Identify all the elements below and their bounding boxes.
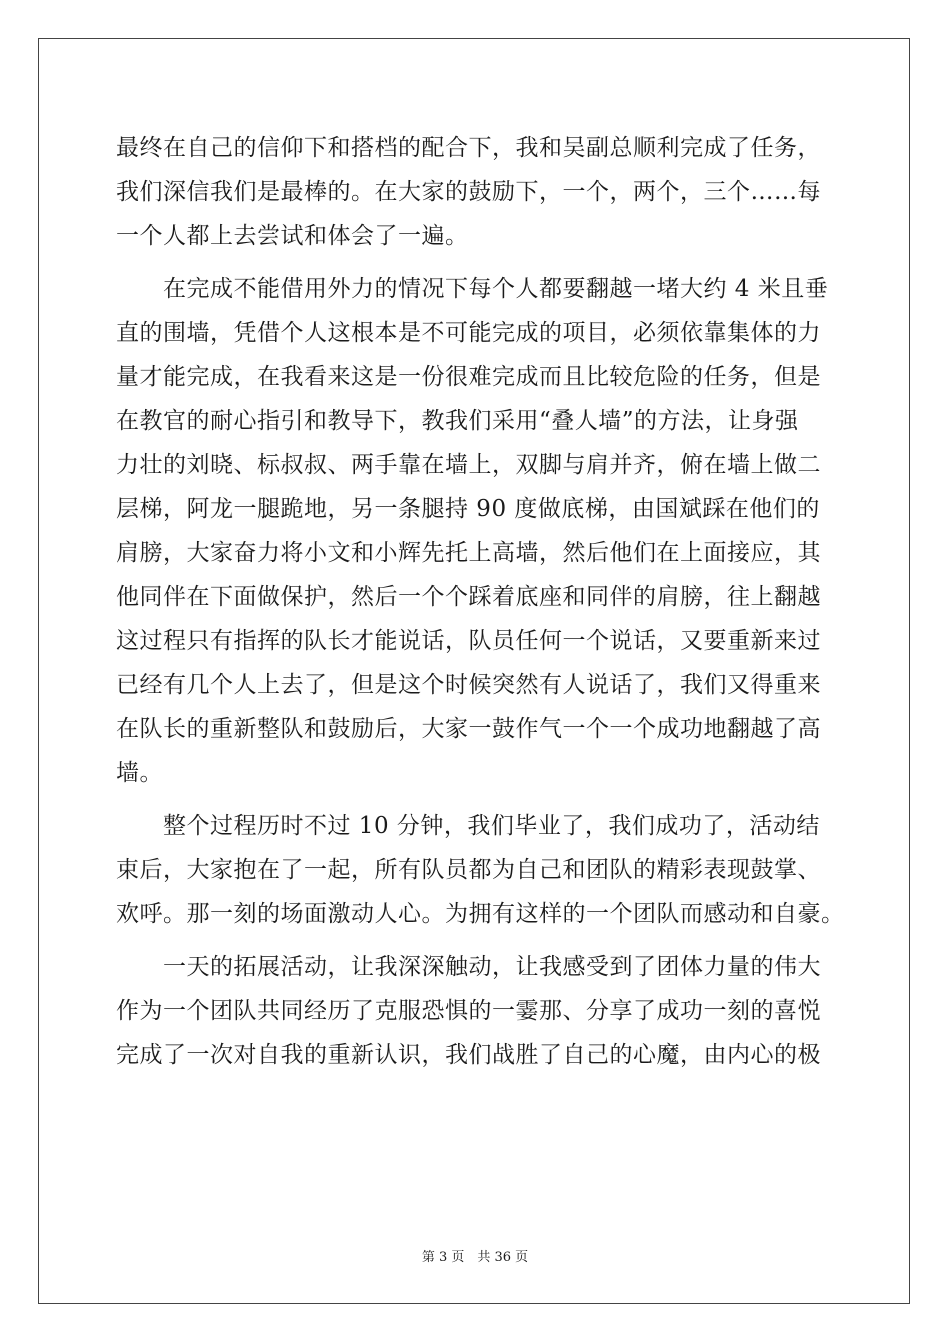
text-line: 在教官的耐心指引和教导下，教我们采用“叠人墙”的方法，让身强	[116, 408, 799, 434]
text-line: 在队长的重新整队和鼓励后，大家一鼓作气一个一个成功地翻越了高	[116, 716, 821, 742]
text-line: 墙。	[116, 760, 163, 786]
paragraph-start-line: 整个过程历时不过 10 分钟，我们毕业了，我们成功了，活动结	[116, 813, 820, 839]
text-line: 肩膀，大家奋力将小文和小辉先托上高墙，然后他们在上面接应，其	[116, 540, 821, 566]
text-line: 我们深信我们是最棒的。在大家的鼓励下，一个，两个，三个……每	[116, 179, 821, 205]
paragraph-start-line: 一天的拓展活动，让我深深触动，让我感受到了团体力量的伟大	[116, 954, 821, 980]
text-line: 作为一个团队共同经历了克服恐惧的一霎那、分享了成功一刻的喜悦	[116, 998, 821, 1024]
text-line: 一个人都上去尝试和体会了一遍。	[116, 223, 469, 249]
page-number-footer: 第 3 页 共 36 页	[421, 1250, 529, 1265]
document-body	[116, 126, 845, 1077]
text-line: 这过程只有指挥的队长才能说话，队员任何一个说话，又要重新来过	[116, 628, 821, 654]
text-line: 量才能完成，在我看来这是一份很难完成而且比较危险的任务，但是	[116, 364, 821, 390]
text-line: 他同伴在下面做保护，然后一个个踩着底座和同伴的肩膀，往上翻越	[116, 584, 821, 610]
text-line: 层梯，阿龙一腿跪地，另一条腿持 90 度做底梯，由国斌踩在他们的	[116, 496, 820, 522]
text-line: 欢呼。那一刻的场面激动人心。为拥有这样的一个团队而感动和自豪。	[116, 901, 845, 927]
text-line: 力壮的刘晓、标叔叔、两手靠在墙上，双脚与肩并齐，俯在墙上做二	[116, 452, 821, 478]
text-line: 已经有几个人上去了，但是这个时候突然有人说话了，我们又得重来	[116, 672, 821, 698]
paragraph-start-line: 在完成不能借用外力的情况下每个人都要翻越一堵大约 4 米且垂	[116, 276, 829, 302]
text-line: 直的围墙，凭借个人这根本是不可能完成的项目，必须依靠集体的力	[116, 320, 821, 346]
text-line: 完成了一次对自我的重新认识，我们战胜了自己的心魔，由内心的极	[116, 1042, 821, 1068]
text-line: 最终在自己的信仰下和搭档的配合下，我和吴副总顺利完成了任务，	[116, 135, 821, 161]
text-line: 束后，大家抱在了一起，所有队员都为自己和团队的精彩表现鼓掌、	[116, 857, 821, 883]
